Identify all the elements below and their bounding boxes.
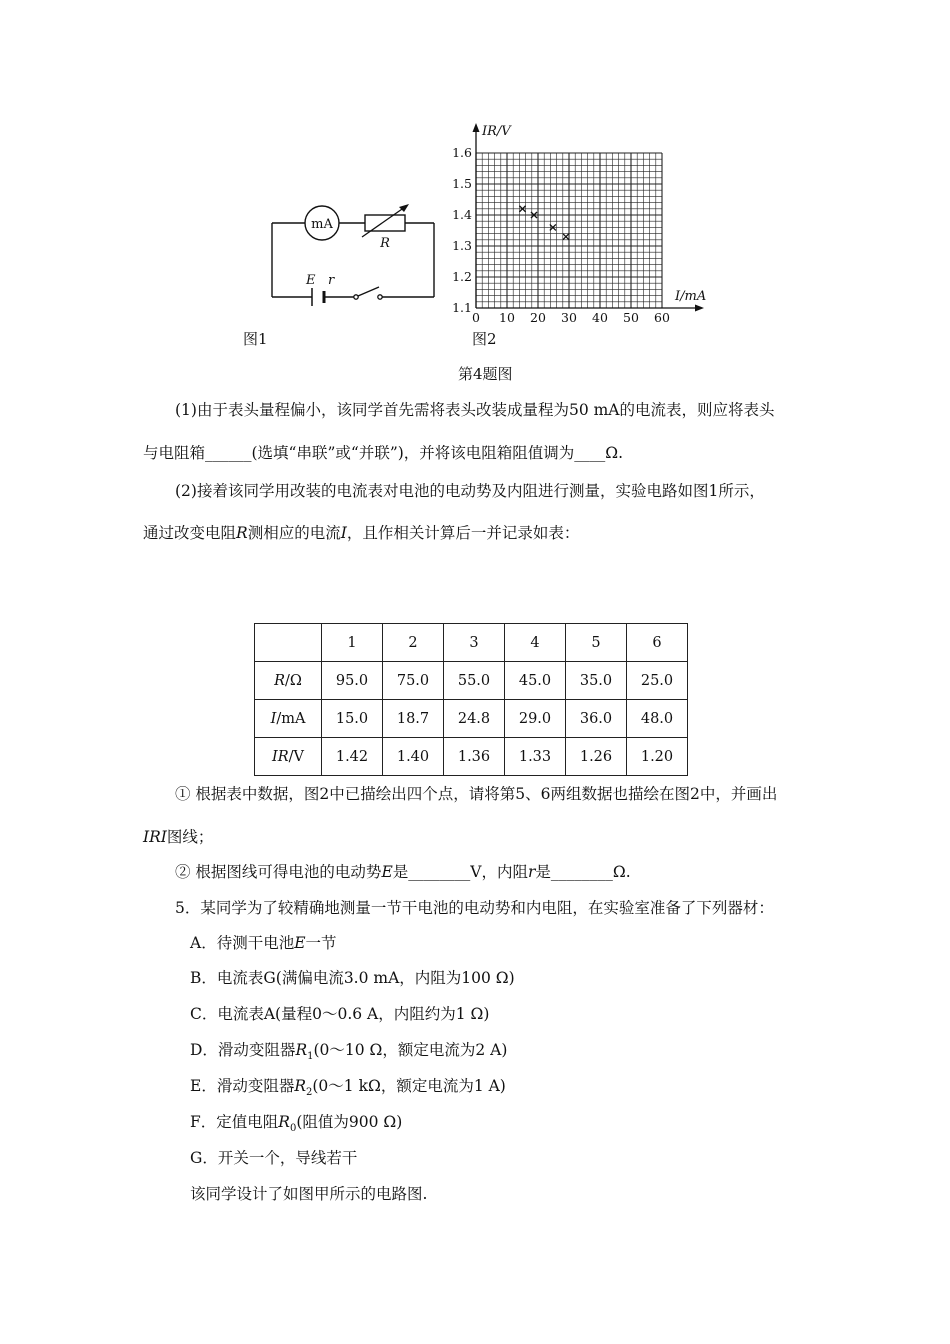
row-label: R/Ω	[255, 662, 322, 700]
table-cell: 95.0	[322, 662, 383, 700]
y-tick-label: 1.5	[452, 176, 472, 191]
table-cell: 1.20	[627, 738, 688, 776]
x-tick-label: 30	[561, 310, 577, 323]
y-axis-label: IR/V	[482, 124, 511, 139]
table-cell: 24.8	[444, 700, 505, 738]
table-cell: 1.36	[444, 738, 505, 776]
table-cell: 25.0	[627, 662, 688, 700]
table-cell: 1.42	[322, 738, 383, 776]
table-header-cell: 1	[322, 624, 383, 662]
figure2-caption: 图2	[472, 330, 497, 348]
table-cell: 36.0	[566, 700, 627, 738]
x-tick-label: 60	[654, 310, 670, 323]
q5-option-c: C．电流表A(量程0～0.6 A，内阻约为1 Ω)	[190, 1005, 490, 1023]
q5-closing: 该同学设计了如图甲所示的电路图.	[190, 1185, 428, 1203]
table-cell: 35.0	[566, 662, 627, 700]
table-cell: 45.0	[505, 662, 566, 700]
table-header-cell: 3	[444, 624, 505, 662]
q4-part1-line1: (1)由于表头量程偏小，该同学首先需将表头改装成量程为50 mA的电流表，则应将表头	[175, 401, 775, 419]
table-row	[255, 700, 688, 738]
q5-intro: 5．某同学为了较精确地测量一节干电池的电动势和内电阻，在实验室准备了下列器材：	[175, 899, 774, 917]
table-header-cell: 5	[566, 624, 627, 662]
table-header-cell: 4	[505, 624, 566, 662]
table-cell: 15.0	[322, 700, 383, 738]
q5-option-f: F．定值电阻$R_0$(阻值为900 Ω)	[190, 1113, 403, 1135]
x-tick-label: 20	[530, 310, 546, 323]
table-cell: 48.0	[627, 700, 688, 738]
variable-resistor-arrow	[362, 204, 409, 237]
figure-title: 第4题图	[458, 365, 513, 383]
q4-part1-line2: 与电阻箱______(选填“串联”或“并联”)，并将该电阻箱阻值调为____Ω.	[143, 444, 624, 462]
switch-symbol	[354, 287, 382, 299]
table-header-row	[255, 624, 688, 662]
q5-option-d: D．滑动变阻器$R_1(0\sim 10$ Ω，额定电流为2 A)	[190, 1041, 508, 1063]
row-label: IR/V	[255, 738, 322, 776]
y-tick-label: 1.6	[452, 145, 472, 160]
q5-option-g: G．开关一个，导线若干	[190, 1149, 358, 1167]
table-cell: 1.40	[383, 738, 444, 776]
table-row	[255, 662, 688, 700]
table-cell: 55.0	[444, 662, 505, 700]
table-header-cell: 2	[383, 624, 444, 662]
x-axis-label: I/mA	[675, 289, 707, 304]
step1-line2: IRI图线；	[143, 828, 214, 846]
ir-vs-i-graph	[440, 118, 710, 323]
resistor-label: R	[380, 236, 390, 251]
graph-grid	[476, 153, 662, 308]
table-cell: 75.0	[383, 662, 444, 700]
row-label: I/mA	[255, 700, 322, 738]
q5-option-b: B．电流表G(满偏电流3.0 mA，内阻为100 Ω)	[190, 969, 515, 987]
step2-line: ② 根据图线可得电池的电动势E是________V，内阻r是________Ω.	[175, 863, 631, 881]
x-tick-label: 0	[472, 310, 480, 323]
table-cell: 1.26	[566, 738, 627, 776]
q4-part2-line2: 通过改变电阻R测相应的电流I，且作相关计算后一并记录如表：	[143, 524, 580, 542]
internal-resistance-label: r	[328, 273, 335, 288]
q5-option-a: A．待测干电池E一节	[190, 934, 337, 952]
data-point	[563, 234, 569, 240]
q5-option-e: E．滑动变阻器$R_2(0\sim 1$ kΩ，额定电流为1 A)	[190, 1077, 506, 1099]
y-tick-label: 1.4	[452, 207, 472, 222]
table-header-cell: 6	[627, 624, 688, 662]
circuit-figure	[262, 195, 442, 320]
table-cell: 18.7	[383, 700, 444, 738]
emf-label: E	[306, 273, 316, 288]
figure1-caption: 图1	[243, 330, 268, 348]
y-tick-label: 1.1	[452, 300, 472, 315]
table-header-cell	[255, 624, 322, 662]
table-cell: 29.0	[505, 700, 566, 738]
meter-label: mA	[311, 217, 333, 232]
y-tick-label: 1.2	[452, 269, 472, 284]
x-tick-label: 40	[592, 310, 608, 323]
battery-symbol	[312, 288, 324, 306]
x-tick-label: 10	[499, 310, 515, 323]
table-row	[255, 738, 688, 776]
x-tick-label: 50	[623, 310, 639, 323]
table-cell: 1.33	[505, 738, 566, 776]
q4-part2-line1: (2)接着该同学用改装的电流表对电池的电动势及内阻进行测量，实验电路如图1所示，	[175, 482, 765, 500]
step1-line1: ① 根据表中数据，图2中已描绘出四个点，请将第5、6两组数据也描绘在图2中，并画出	[175, 785, 778, 803]
data-table	[254, 623, 688, 776]
y-tick-label: 1.3	[452, 238, 472, 253]
